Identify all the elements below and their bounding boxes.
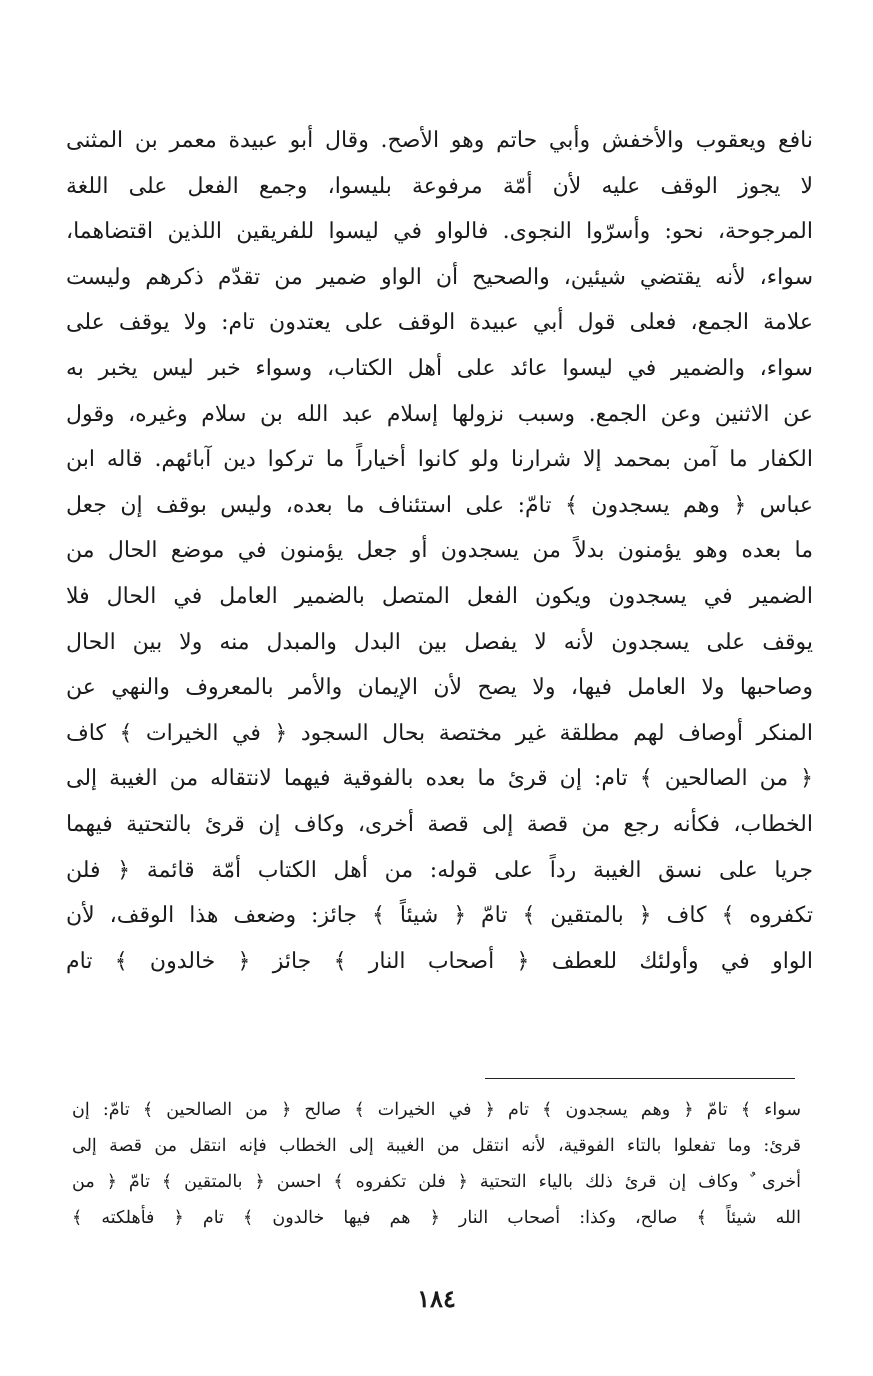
footnote-separator	[485, 1078, 795, 1079]
text-line: ما بعده وهو يؤمنون بدلاً من يسجدون أو جعل يؤمنون في موضع الحال من	[66, 538, 813, 564]
text-line: جريا على نسق الغيبة رداً على قوله: من أهل الكتاب أمّة قائمة ﴿ فلن	[66, 857, 813, 883]
text-line: لا يجوز الوقف عليه لأن أمّة مرفوعة بليسوا، وجمع الفعل على اللغة	[66, 173, 813, 199]
text-line: عن الاثنين وعن الجمع. وسبب نزولها إسلام عبد الله بن سلام وغيره، وقول	[66, 401, 813, 427]
text-line: الخطاب، فكأنه رجع من قصة إلى قصة أخرى، وكاف إن قرئ بالتحتية فيهما	[66, 811, 813, 837]
text-line: سواء، والضمير في ليسوا عائد على أهل الكتاب، وسواء خبر ليس يخبر به	[66, 355, 813, 381]
text-line: الضمير في يسجدون ويكون الفعل المتصل بالضمير العامل في الحال فلا	[66, 583, 813, 609]
text-line: علامة الجمع، فعلى قول أبي عبيدة الوقف على يعتدون تام: ولا يوقف على	[66, 310, 813, 336]
text-line: وصاحبها ولا العامل فيها، ولا يصح لأن الإيمان والأمر بالمعروف والنهي عن	[66, 675, 813, 701]
text-line: عباس ﴿ وهم يسجدون ﴾ تامّ: على استئناف ما بعده، وليس بوقف إن جعل	[66, 492, 813, 518]
text-line: ﴿ من الصالحين ﴾ تام: إن قرئ ما بعده بالفوقية فيهما لانتقاله من الغيبة إلى	[66, 766, 813, 792]
text-line: نافع ويعقوب والأخفش وأبي حاتم وهو الأصح. وقال أبو عبيدة معمر بن المثنى	[66, 128, 813, 153]
text-line: الواو في وأولئك للعطف ﴿ أصحاب النار ﴾ جائز ﴿ خالدون ﴾ تام	[66, 948, 813, 974]
text-line: الكفار ما آمن بمحمد إلا شرارنا ولو كانوا أخياراً ما تركوا دين آبائهم. قاله ابن	[66, 447, 813, 473]
text-line: المنكر أوصاف لهم مطلقة غير مختصة بحال السجود ﴿ في الخيرات ﴾ كاف	[66, 720, 813, 746]
text-line: تكفروه ﴾ كاف ﴿ بالمتقين ﴾ تامّ ﴿ شيئاً ﴾ جائز: وضعف هذا الوقف، لأن	[66, 903, 813, 929]
main-text-block	[66, 118, 813, 984]
footnote-line: سواء ﴾ تامّ ﴿ وهم يسجدون ﴾ تام ﴿ في الخيرات ﴾ صالح ﴿ من الصالحين ﴾ تامّ: إن	[72, 1100, 801, 1120]
footnote-line: قرئ: وما تفعلوا بالتاء الفوقية، لأنه انتقل من الغيبة إلى الخطاب فإنه انتقل من قصة إلى	[72, 1136, 801, 1156]
footnote-line: أخرى ٌ وكاف إن قرئ ذلك بالياء التحتية ﴿ فلن تكفروه ﴾ احسن ﴿ بالمتقين ﴾ تامّ ﴿ من	[72, 1172, 801, 1192]
footnotes-block	[72, 1092, 801, 1236]
footnote-line: الله شيئاً ﴾ صالح، وكذا: أصحاب النار ﴿ هم فيها خالدون ﴾ تام ﴿ فأهلكته ﴾	[72, 1208, 801, 1228]
text-line: يوقف على يسجدون لأنه لا يفصل بين البدل والمبدل منه ولا بين الحال	[66, 629, 813, 655]
text-line: المرجوحة، نحو: وأسرّوا النجوى. فالواو في ليسوا للفريقين اللذين اقتضاهما،	[66, 219, 813, 245]
page-number: ١٨٤	[417, 1284, 456, 1313]
text-line: سواء، لأنه يقتضي شيئين، والصحيح أن الواو ضمير من تقدّم ذكرهم وليست	[66, 264, 813, 290]
